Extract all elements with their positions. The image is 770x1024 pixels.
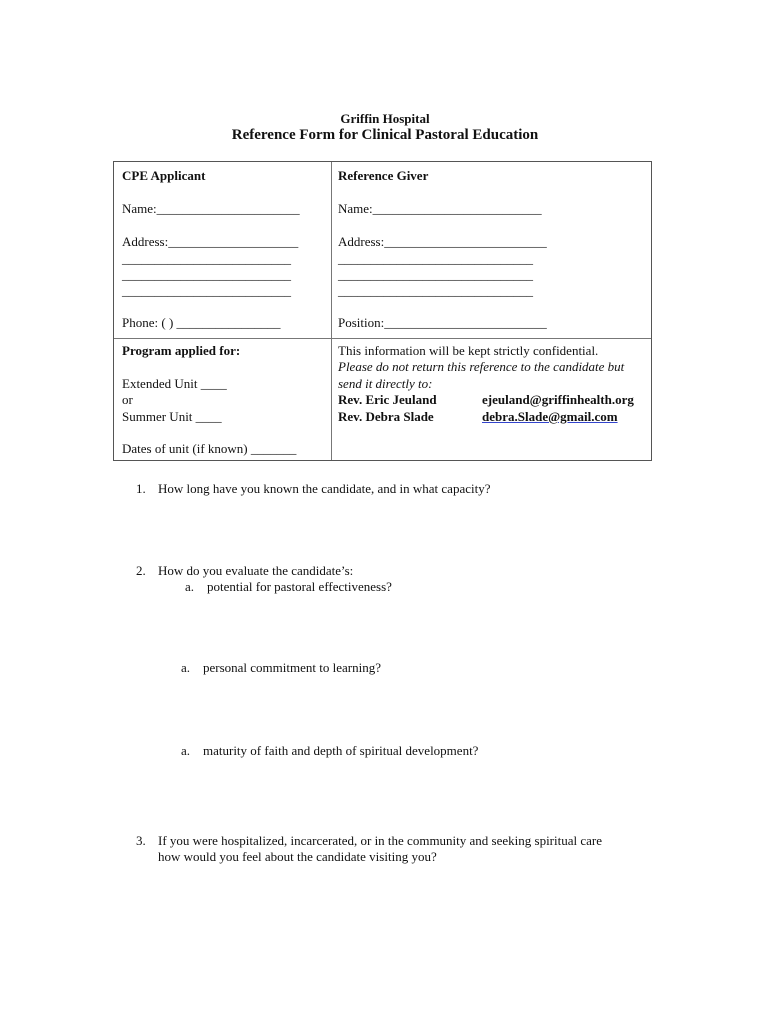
question-2-text: How do you evaluate the candidate’s: <box>158 563 354 578</box>
form-title: Reference Form for Clinical Pastoral Education <box>231 127 539 143</box>
table-column-divider <box>331 162 332 460</box>
reference-address-line[interactable]: ______________________________ <box>338 251 533 266</box>
question-2a-text: potential for pastoral effectiveness? <box>207 579 392 594</box>
reference-giver-heading: Reference Giver <box>338 168 429 183</box>
question-2c-label: a. <box>181 743 191 758</box>
question-2-number: 2. <box>136 563 146 578</box>
reference-position-field[interactable]: Position:_________________________ <box>338 315 547 330</box>
question-2b-text: personal commitment to learning? <box>203 660 381 675</box>
extended-unit-field[interactable]: Extended Unit ____ <box>122 376 227 391</box>
applicant-name-field[interactable]: Name:______________________ <box>122 201 300 216</box>
hospital-name: Griffin Hospital <box>340 111 430 126</box>
question-2a-label: a. <box>185 579 195 594</box>
question-1-number: 1. <box>136 481 146 496</box>
reference-address-field[interactable]: Address:_________________________ <box>338 234 547 249</box>
program-heading: Program applied for: <box>122 343 241 358</box>
contact-1-name: Rev. Eric Jeuland <box>338 392 437 407</box>
question-1-text: How long have you known the candidate, and in what capacity? <box>158 481 491 496</box>
return-instruction-cont: send it directly to: <box>338 376 433 391</box>
applicant-heading: CPE Applicant <box>122 168 206 183</box>
confidential-note: This information will be kept strictly confidential. <box>338 343 599 358</box>
applicant-address-line[interactable]: __________________________ <box>122 251 291 266</box>
reference-table <box>113 161 652 461</box>
summer-unit-field[interactable]: Summer Unit ____ <box>122 409 222 424</box>
applicant-address-line[interactable]: __________________________ <box>122 283 291 298</box>
dates-of-unit-field[interactable]: Dates of unit (if known) _______ <box>122 441 297 456</box>
question-3-number: 3. <box>136 833 146 848</box>
question-2b-label: a. <box>181 660 191 675</box>
applicant-address-field[interactable]: Address:____________________ <box>122 234 299 249</box>
applicant-phone-field[interactable]: Phone: ( ) ________________ <box>122 315 281 330</box>
question-3-text-cont: how would you feel about the candidate visiting you? <box>158 849 437 864</box>
or-label: or <box>122 392 133 407</box>
contact-1-email[interactable]: ejeuland@griffinhealth.org <box>482 392 634 407</box>
reference-name-field[interactable]: Name:__________________________ <box>338 201 542 216</box>
question-3-text: If you were hospitalized, incarcerated, or in the community and seeking spiritual care <box>158 833 602 848</box>
reference-address-line[interactable]: ______________________________ <box>338 267 533 282</box>
question-2c-text: maturity of faith and depth of spiritual development? <box>203 743 479 758</box>
contact-2-name: Rev. Debra Slade <box>338 409 434 424</box>
reference-address-line[interactable]: ______________________________ <box>338 283 533 298</box>
applicant-address-line[interactable]: __________________________ <box>122 267 291 282</box>
contact-2-email-link[interactable]: debra.Slade@gmail.com <box>482 409 618 424</box>
table-row-divider <box>114 338 651 339</box>
return-instruction: Please do not return this reference to the candidate but <box>338 359 625 374</box>
